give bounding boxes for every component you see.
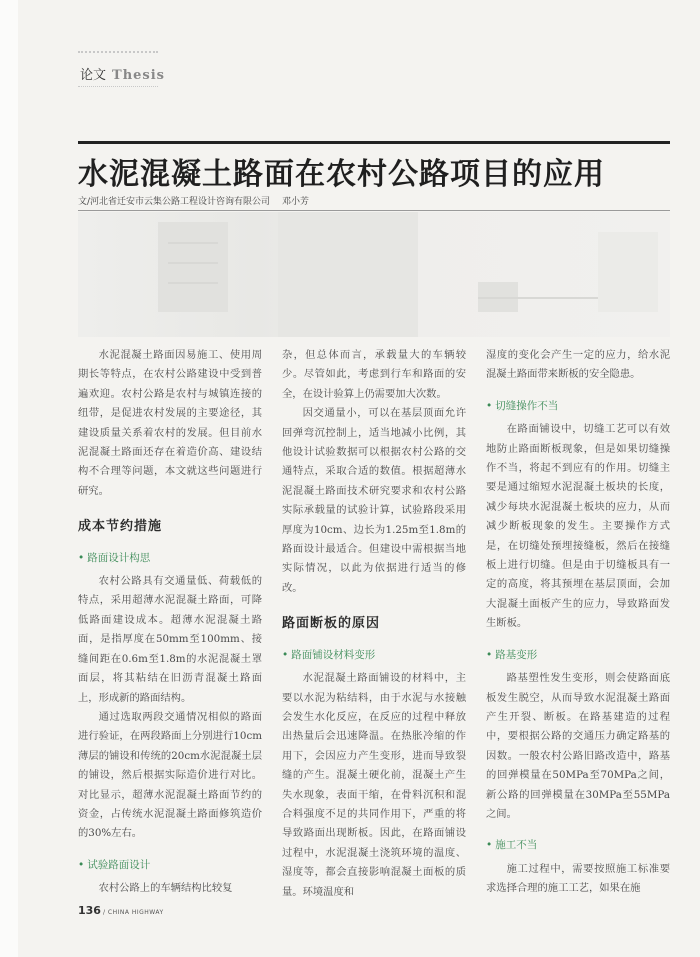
paragraph-material: 水泥混凝土路面铺设的材料中，主要以水泥为粘结料，由于水泥与水接触会发生水化反应，在反应的过程中释放出热量后会迅速降温。在热胀冷缩的作用下，会因应力产生变形，进而导致裂缝的产生。混凝土硬化前，混凝土产生失水现象，表面干缩，在骨料沉积和混合料强度不足的共同作用下，严重的将导致路面出现断板。因此，在路面铺设过程中，水泥混凝土浇筑环境的温度、湿度等，都会直接影响混凝土面板的质量。环境温度和 <box>282 672 466 898</box>
paragraph-continued-3: 湿度的变化会产生一定的应力，给水泥混凝土路面带来断板的安全隐患。 <box>486 349 670 381</box>
bullet-icon: • <box>486 839 493 852</box>
page-footer <box>78 904 164 917</box>
header-underline-rule <box>78 86 158 87</box>
column-1 <box>78 346 262 899</box>
bullet-icon: • <box>486 648 493 661</box>
paragraph-traffic: 因交通量小，可以在基层顶面允许回弹弯沉控制上，适当地减小比例，其他设计试验数据可以根据农村公路的交通特点，采取合适的数值。根据超薄水泥混凝土路面技术研究要求和农村公路实际承载量的试验计算，试验路段采用厚度为10cm、边长为1.25m至1.8m的路面设计最适合。但建设中需根据当地实际情况，以此为依据进行适当的修改。 <box>282 407 466 594</box>
byline-affiliation: 文/河北省迁安市云集公路工程设计咨询有限公司 <box>78 197 271 207</box>
article-title: 水泥混凝土路面在农村公路项目的应用 <box>78 157 605 192</box>
paragraph-construction: 施工过程中，需要按照施工标准要求选择合理的施工工艺，如果在施 <box>486 862 670 895</box>
column-3 <box>486 346 670 899</box>
intro-paragraph: 水泥混凝土路面因易施工、使用周期长等特点，在农村公路建设中受到普遍欢迎。农村公路是农村与城镇连接的纽带，是促进农村发展的主要途径，其建设质量关系着农村的发展。但目前水泥混凝土路面还存在着造价高、建设结构不合理等问题，本文就这些问题进行研究。 <box>78 349 262 497</box>
paragraph-continued: 杂，但总体而言，承载量大的车辆较少。尽管如此，考虑到行车和路面的安全，在设计验算上仍需要加大次数。 <box>282 349 466 400</box>
section-tag-cn: 论文 <box>80 68 107 83</box>
subheading-improper-construction: • 施工不当 <box>486 839 538 852</box>
paragraph-road-design-1: 农村公路具有交通量低、荷载低的特点，采用超薄水泥混凝土路面，可降低路面建设成本。超薄水泥混凝土路面，是指厚度在50mm至100mm、接缝间距在0.6m至1.8m的水泥混凝土罩面层，将其粘结在旧沥青混凝土路面上，形成新的路面结构。 <box>78 575 262 704</box>
bullet-icon: • <box>486 399 493 412</box>
paragraph-road-design-2: 通过选取两段交通情况相似的路面进行验证，在两段路面上分别进行10cm薄层的铺设和传统的20cm水泥混凝土层的铺设，然后根据实际造价进行对比。对比显示，超薄水泥混凝土路面节约的资金，占传统水泥混凝土路面修筑造价的30%左右。 <box>78 710 262 840</box>
byline-author: 邓小芳 <box>282 197 310 207</box>
title-rule <box>78 141 670 144</box>
subheading-material-deformation: • 路面铺设材料变形 <box>282 648 376 661</box>
faded-background-illustration <box>78 212 670 337</box>
bullet-icon: • <box>78 551 85 564</box>
section-tag <box>80 64 165 83</box>
subheading-subgrade: • 路基变形 <box>486 648 538 661</box>
bullet-icon: • <box>282 648 289 661</box>
section-tag-en: Thesis <box>112 68 165 83</box>
byline-rule <box>78 210 670 211</box>
bullet-icon: • <box>78 858 85 871</box>
page-number: 136 <box>78 904 101 917</box>
paragraph-subgrade: 路基塑性发生变形，则会使路面底板发生脱空，从而导致水泥混凝土路面产生开裂、断板。在路基建造的过程中，要根据公路的交通压力确定路基的因数。一般农村公路旧路改造中，路基的回弹模量在50MPa至70MPa之间，新公路的回弹模量在30MPa至55MPa之间。 <box>486 672 670 820</box>
magazine-name: / CHINA HIGHWAY <box>102 909 164 916</box>
column-2 <box>282 346 466 902</box>
paragraph-trial-design: 农村公路上的车辆结构比较复 <box>98 882 233 895</box>
subheading-trial-design: • 试验路面设计 <box>78 858 151 871</box>
heading-slab-break-causes: 路面断板的原因 <box>282 616 381 632</box>
paragraph-joint-cutting: 在路面铺设中，切缝工艺可以有效地防止路面断板现象，但是如果切缝操作不当，将起不到应有的作用。切缝主要是通过缩短水泥混凝土板块的长度，减少每块水泥混凝土板块的应力，从而减少断板现象的发生。主要操作方式是，在切缝处预埋接缝板，然后在接缝板上进行切缝。但是由于切缝板具有一定的高度，将其预埋在基层顶面，会加大混凝土面板产生的应力，导致路面发生断板。 <box>486 423 670 630</box>
subheading-road-design: • 路面设计构思 <box>78 551 151 564</box>
byline <box>78 194 309 207</box>
header-dots-rule <box>78 51 158 53</box>
heading-cost-saving: 成本节约措施 <box>78 519 163 535</box>
subheading-joint-cutting: • 切缝操作不当 <box>486 399 559 412</box>
